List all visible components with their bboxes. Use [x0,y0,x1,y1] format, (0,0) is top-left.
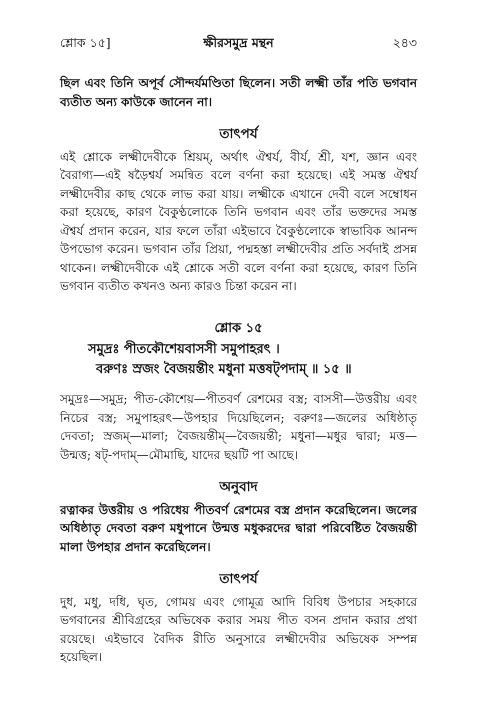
translation-heading: অনুবাদ [219,479,258,495]
purport-heading: তাৎপর্য [219,126,258,142]
verse-heading: শ্লোক ১৫ [214,320,263,336]
synonyms-text: সমুদ্রঃ—সমুদ্র; পীত-কৌশেয়—পীতবর্ণ রেশমের বস্ত্র; বাসসী—উত্তরীয় এবং নিচের বস্ত্র; সমুপাহরৎ—উপহার দিয়েছিলেন; বরুণঃ—জলের অধিষ্ঠাতৃ দেবতা; স্রজম্—মালা; বৈজয়ন্তীম্—বৈজয়ন্তী; মধুনা—মধুর দ্বারা; মত্ত—উন্মত্ত; ষট্-পদাম্—মৌমাছি, যাদের ছয়টি পা আছে। [60,392,417,462]
page-body [60,74,417,667]
translation-continued: ছিল এবং তিনি অপূর্ব সৌন্দর্যমণ্ডিতা ছিলেন। সতী লক্ষ্মী তাঁর পতি ভগবান ব্যতীত অন্য কাউকে জানেন না। [60,76,417,109]
verse-text [60,340,417,380]
purport-text: এই শ্লোকে লক্ষ্মীদেবীকে শ্রিয়ম্, অর্থাৎ ঐশ্বর্য, বীর্য, শ্রী, যশ, জ্ঞান এবং বৈরাগ্য—এই ষড়ৈশ্বর্য সমন্বিত বলে বর্ণনা করা হয়েছে। এই সমস্ত ঐশ্বর্য লক্ষ্মীদেবীর কাছ থেকে লাভ করা যায়। লক্ষ্মীকে এখানে দেবী বলে সম্বোধন করা হয়েছে, কারণ বৈকুণ্ঠলোকে তিনি ভগবান এবং তাঁর ভক্তদের সমস্ত ঐশ্বর্য প্রদান করেন, যার ফলে তাঁরা এইভাবে বৈকুণ্ঠলোকে স্বাভাবিক আনন্দ উপভোগ করেন। ভগবান তাঁর প্রিয়া, পদ্মহস্তা লক্ষ্মীদেবীর প্রতি সর্বদাই প্রসন্ন থাকেন। লক্ষ্মীদেবীকে এই শ্লোকে সতী বলে বর্ণনা করা হয়েছে, কারণ তিনি ভগবান ব্যতীত কখনও অন্য কারও চিন্তা করেন না। [60,149,417,293]
running-header [60,35,417,55]
purport-heading-2: তাৎপর্য [219,571,258,587]
verse-line-2: বরুণঃ স্রজং বৈজয়ন্তীং মধুনা মত্তষট্পদাম্ ॥ ১৫ ॥ [96,362,352,377]
purport-text-2: দুধ, মধু, দধি, ঘৃত, গোময় এবং গোমূত্র আদি বিবিধ উপচার সহকারে ভগবানের শ্রীবিগ্রহের অভিষেক করার সময় পীত বসন প্রদান করার প্রথা রয়েছে। এইভাবে বৈদিক রীতি অনুসারে লক্ষ্মীদেবীর অভিষেক সম্পন্ন হয়েছিল। [60,594,417,664]
header-verse-ref: শ্লোক ১৫] [60,35,111,50]
translation-text: রত্নাকর উত্তরীয় ও পরিধেয় পীতবর্ণ রেশমের বস্ত্র প্রদান করেছিলেন। জলের অধিষ্ঠাতৃ দেবতা বরুণ মধুপানে উন্মত্ত মধুকরদের দ্বারা পরিবেষ্টিত বৈজয়ন্তী মালা উপহার প্রদান করেছিলেন। [60,502,417,554]
verse-line-1: সমুদ্রঃ পীতকৌশেয়বাসসী সমুপাহরৎ । [88,342,280,357]
header-chapter-title: ক্ষীরসমুদ্র মন্থন [203,35,274,50]
page-number: ২৪৩ [392,35,417,50]
